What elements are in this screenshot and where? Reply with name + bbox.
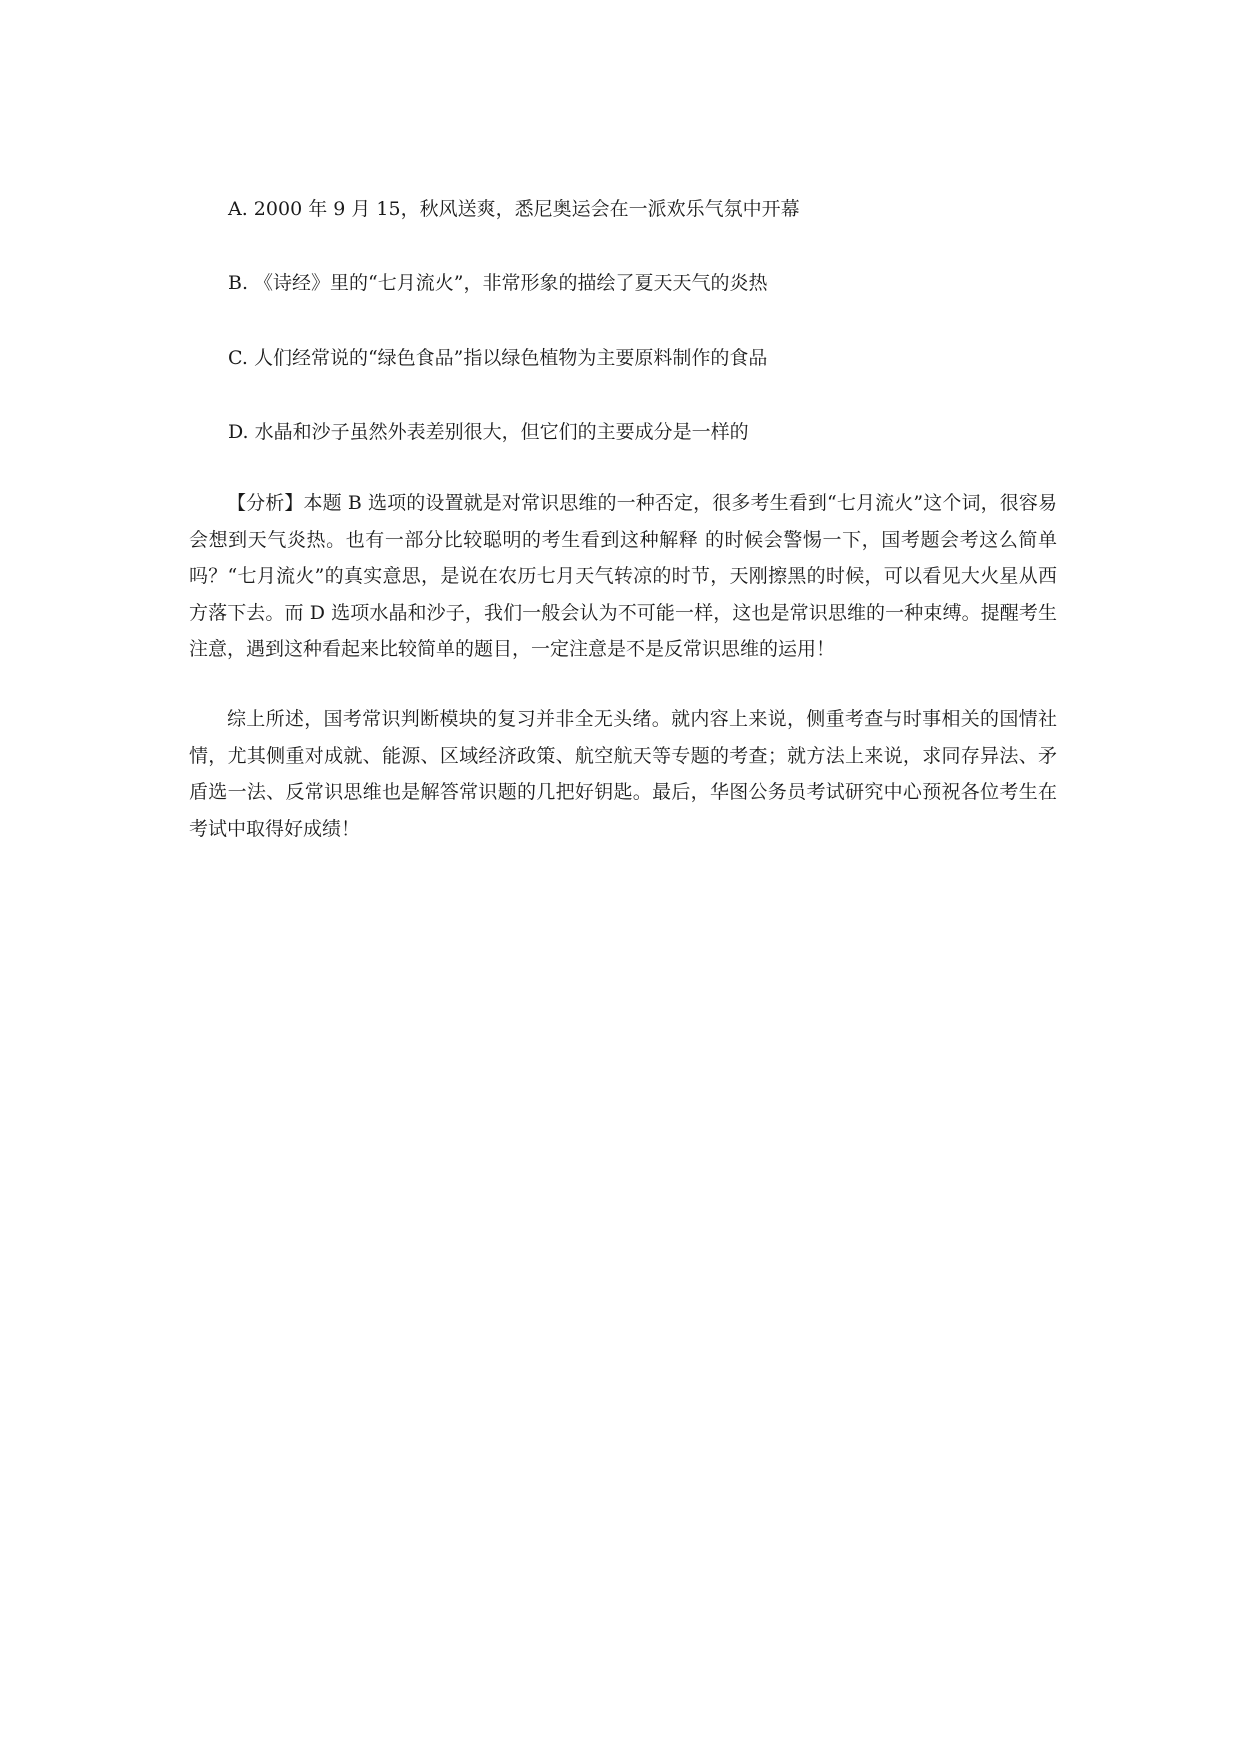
option-a: A. 2000 年 9 月 15，秋风送爽，悉尼奥运会在一派欢乐气氛中开幕 [228,198,800,220]
summary-paragraph: 综上所述，国考常识判断模块的复习并非全无头绪。就内容上来说，侧重考查与时事相关的国情社情，尤其侧重对成就、能源、区域经济政策、航空航天等专题的考查；就方法上来说，求同存异法、矛盾选一法、反常识思维也是解答常识题的几把好钥匙。最后，华图公务员考试研究中心预祝各位考生在考试中取得好成绩！ [189,708,1057,840]
option-c: C. 人们经常说的“绿色食品”指以绿色植物为主要原料制作的食品 [228,347,768,369]
analysis-paragraph: 【分析】本题 B 选项的设置就是对常识思维的一种否定，很多考生看到“七月流火”这个词，很容易会想到天气炎热。也有一部分比较聪明的考生看到这种解释 的时候会警惕一下，国考题会考这么简单吗？“七月流火”的真实意思，是说在农历七月天气转凉的时节，天刚擦黑的时候，可以看见大火星从西方落下去。而 D 选项水晶和沙子，我们一般会认为不可能一样，这也是常识思维的一种束缚。提醒考生注意，遇到这种看起来比较简单的题目，一定注意是不是反常识思维的运用！ [189,492,1057,660]
option-b: B. 《诗经》里的“七月流火”，非常形象的描绘了夏天天气的炎热 [228,272,768,294]
option-d: D. 水晶和沙子虽然外表差别很大，但它们的主要成分是一样的 [228,421,749,443]
